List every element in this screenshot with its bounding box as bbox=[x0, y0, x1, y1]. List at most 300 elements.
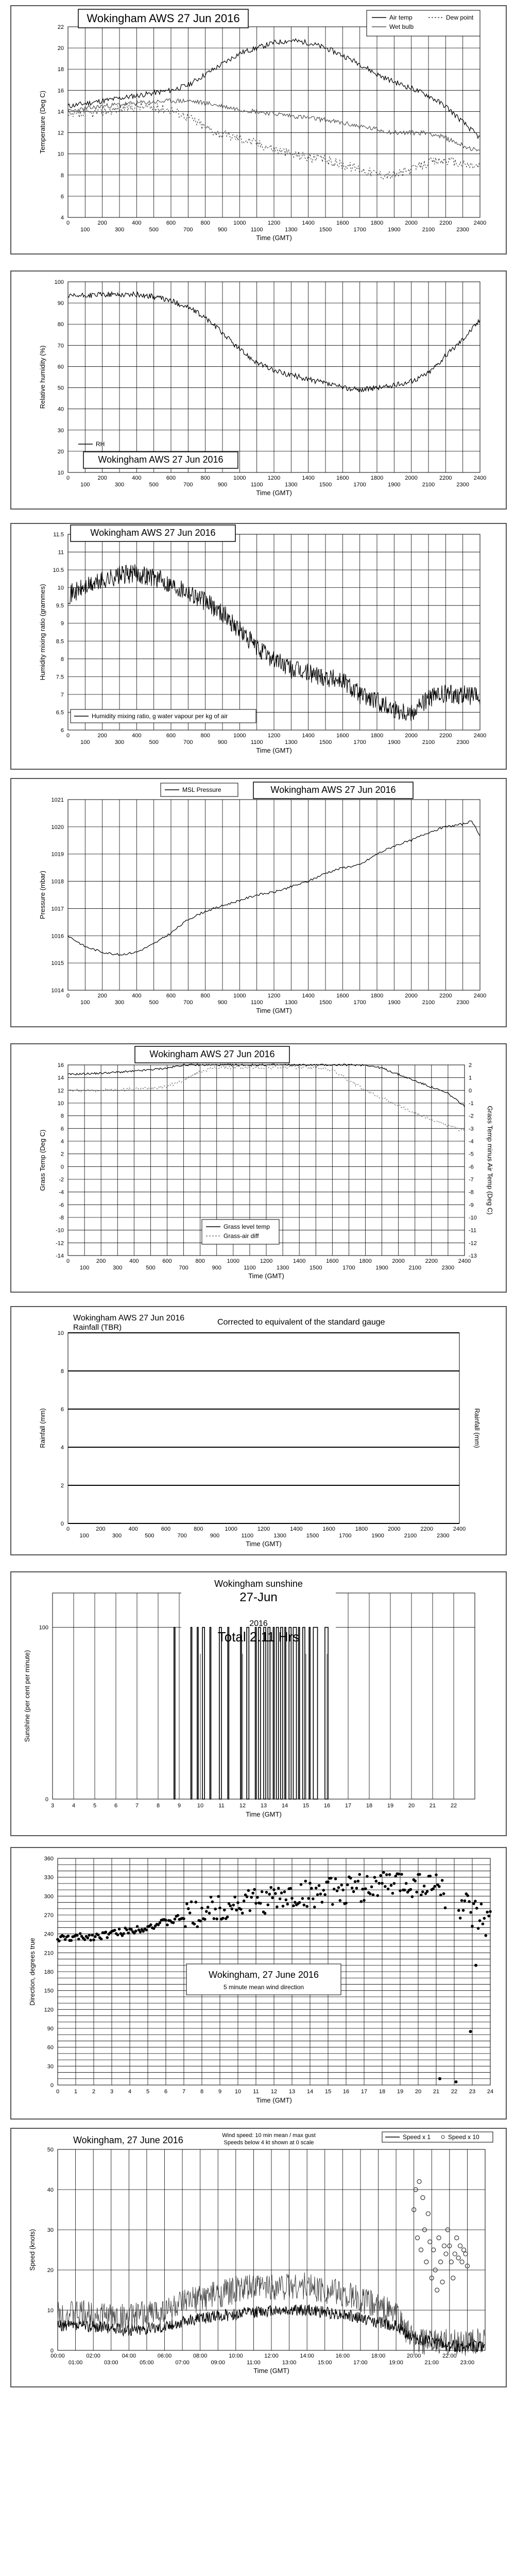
direction-point bbox=[269, 1886, 272, 1889]
direction-point bbox=[185, 1903, 188, 1906]
y2-tick-label: -13 bbox=[469, 1253, 477, 1259]
y-tick-label: -4 bbox=[59, 1189, 64, 1196]
x-tick-label: 700 bbox=[183, 739, 193, 745]
y2-tick-label: -12 bbox=[469, 1240, 477, 1247]
y-tick-label: 330 bbox=[44, 1874, 54, 1881]
x-tick-label: 2400 bbox=[473, 993, 487, 999]
x-tick-label: 19:00 bbox=[389, 2360, 403, 2366]
x-axis-label: Time (GMT) bbox=[256, 234, 292, 242]
direction-point bbox=[418, 1873, 421, 1876]
x-tick-label: 700 bbox=[177, 1533, 187, 1539]
x-tick-label: 200 bbox=[96, 1258, 106, 1264]
rainfall-chart-panel bbox=[10, 1306, 507, 1555]
sunshine-chart bbox=[11, 1572, 506, 1835]
x-tick-label: 18 bbox=[366, 1803, 373, 1809]
y2-tick-label: -4 bbox=[469, 1139, 474, 1145]
direction-point bbox=[310, 1887, 313, 1890]
x-tick-label: 1600 bbox=[326, 1258, 339, 1264]
direction-point bbox=[466, 1894, 469, 1897]
direction-point bbox=[77, 1938, 80, 1941]
direction-point bbox=[403, 1889, 406, 1892]
x-tick-label: 900 bbox=[217, 999, 228, 1006]
direction-point bbox=[142, 1930, 145, 1933]
y-axis-label: Direction, degrees true bbox=[28, 1938, 36, 2006]
x-tick-label: 2000 bbox=[405, 220, 418, 226]
x-tick-label: 2000 bbox=[405, 993, 418, 999]
x-tick-label: 06:00 bbox=[157, 2353, 172, 2359]
x-tick-label: 500 bbox=[145, 1533, 154, 1539]
direction-point bbox=[145, 1928, 148, 1931]
direction-point bbox=[330, 1877, 333, 1880]
direction-point bbox=[231, 1907, 234, 1910]
x-tick-label: 500 bbox=[149, 482, 159, 488]
x-tick-label: 900 bbox=[217, 482, 228, 488]
x-tick-label: 2200 bbox=[420, 1526, 433, 1532]
direction-point bbox=[312, 1897, 315, 1901]
x-tick-label: 400 bbox=[129, 1258, 139, 1264]
x-tick-label: 100 bbox=[80, 739, 90, 745]
direction-point bbox=[359, 1900, 363, 1903]
y-tick-label: 14 bbox=[57, 109, 64, 115]
direction-point bbox=[268, 1893, 271, 1896]
chart-title: Wokingham, 27 June 2016 bbox=[73, 2135, 183, 2145]
chart-subtitle: 5 minute mean wind direction bbox=[223, 1984, 304, 1991]
x-tick-label: 17 bbox=[345, 1803, 352, 1809]
direction-point bbox=[267, 1903, 270, 1906]
grass-temp-chart-panel bbox=[10, 1043, 507, 1293]
relative-humidity-chart bbox=[11, 272, 506, 509]
direction-point bbox=[474, 1900, 477, 1903]
y2-tick-label: 1 bbox=[469, 1075, 472, 1081]
direction-point bbox=[400, 1873, 403, 1876]
direction-point bbox=[286, 1903, 289, 1906]
direction-point bbox=[349, 1877, 352, 1880]
x-tick-label: 200 bbox=[97, 733, 107, 739]
y-axis-label: Relative humidity (%) bbox=[39, 345, 46, 409]
direction-point bbox=[239, 1908, 243, 1911]
y-tick-label: 120 bbox=[44, 2007, 54, 2013]
direction-point bbox=[177, 1914, 180, 1917]
direction-point bbox=[259, 1902, 262, 1905]
direction-point bbox=[471, 1925, 474, 1928]
rainfall-chart bbox=[11, 1307, 506, 1554]
y-axis-label: Temperature (Deg C) bbox=[39, 90, 46, 154]
direction-point bbox=[411, 1895, 414, 1899]
x-tick-label: 0 bbox=[66, 733, 70, 739]
y2-axis-label: Rainfall (mm) bbox=[473, 1408, 481, 1448]
y-tick-label: 8 bbox=[60, 1113, 64, 1120]
x-tick-label: 2000 bbox=[405, 733, 418, 739]
direction-point bbox=[100, 1938, 103, 1941]
direction-point bbox=[334, 1877, 337, 1880]
direction-point bbox=[370, 1886, 373, 1889]
direction-point bbox=[271, 1896, 274, 1900]
direction-point bbox=[480, 1903, 483, 1906]
y-tick-label: 2 bbox=[60, 1151, 64, 1158]
y-tick-label: 4 bbox=[60, 1139, 64, 1145]
x-tick-label: 2400 bbox=[458, 1258, 471, 1264]
direction-point bbox=[152, 1927, 156, 1930]
y-tick-label: 0 bbox=[45, 1797, 48, 1803]
y-tick-label: 50 bbox=[47, 2147, 54, 2153]
x-tick-label: 300 bbox=[114, 227, 125, 233]
x-tick-label: 1900 bbox=[371, 1533, 384, 1539]
direction-point bbox=[229, 1904, 232, 1907]
direction-point bbox=[125, 1928, 128, 1931]
direction-point bbox=[372, 1893, 375, 1896]
direction-point bbox=[256, 1896, 259, 1899]
x-tick-label: 3 bbox=[110, 2089, 114, 2095]
direction-point bbox=[226, 1916, 229, 1919]
chart-note: Corrected to equivalent of the standard gauge bbox=[217, 1318, 385, 1327]
direction-point bbox=[166, 1924, 169, 1927]
direction-point bbox=[397, 1873, 400, 1876]
direction-point bbox=[94, 1935, 97, 1938]
y-tick-label: 1020 bbox=[51, 824, 64, 831]
direction-point bbox=[373, 1876, 376, 1879]
x-axis-label: Time (GMT) bbox=[248, 1272, 284, 1280]
y-tick-label: 12 bbox=[57, 130, 64, 137]
direction-point bbox=[67, 1935, 70, 1938]
x-tick-label: 9 bbox=[218, 2089, 222, 2095]
x-axis-label: Time (GMT) bbox=[256, 2096, 292, 2104]
x-tick-label: 13 bbox=[260, 1803, 267, 1809]
x-tick-label: 1700 bbox=[353, 482, 366, 488]
pressure-chart-panel bbox=[10, 778, 507, 1027]
direction-point bbox=[261, 1890, 264, 1893]
x-tick-label: 20 bbox=[415, 2089, 422, 2095]
x-tick-label: 600 bbox=[166, 993, 176, 999]
x-tick-label: 02:00 bbox=[86, 2353, 100, 2359]
direction-point bbox=[116, 1934, 119, 1937]
y2-tick-label: 2 bbox=[469, 1062, 472, 1069]
direction-point bbox=[280, 1891, 283, 1894]
direction-point bbox=[223, 1908, 226, 1911]
x-tick-label: 1500 bbox=[319, 227, 332, 233]
y-tick-label: 210 bbox=[44, 1950, 54, 1957]
x-tick-label: 2100 bbox=[422, 739, 435, 745]
x-axis-label: Time (GMT) bbox=[256, 747, 292, 754]
direction-point bbox=[289, 1887, 292, 1890]
x-tick-label: 1300 bbox=[285, 227, 298, 233]
direction-point bbox=[474, 1964, 477, 1967]
x-tick-label: 300 bbox=[114, 482, 125, 488]
x-tick-label: 12:00 bbox=[264, 2353, 279, 2359]
direction-point bbox=[210, 1896, 213, 1899]
y-axis-label: Sunshine (per cent per minute) bbox=[23, 1650, 31, 1742]
x-tick-label: 400 bbox=[132, 993, 142, 999]
y-axis-label: Grass Temp (Deg C) bbox=[39, 1129, 46, 1191]
x-tick-label: 1300 bbox=[285, 482, 298, 488]
y-tick-label: 360 bbox=[44, 1856, 54, 1862]
x-tick-label: 2300 bbox=[441, 1265, 455, 1271]
x-tick-label: 500 bbox=[149, 999, 159, 1006]
direction-point bbox=[439, 1893, 442, 1896]
direction-point bbox=[340, 1884, 343, 1887]
chart-subtitle: 27-Jun bbox=[239, 1590, 278, 1604]
x-tick-label: 1000 bbox=[225, 1526, 237, 1532]
direction-point bbox=[127, 1931, 130, 1935]
x-tick-label: 1600 bbox=[336, 733, 349, 739]
direction-point bbox=[339, 1899, 342, 1902]
x-tick-label: 1000 bbox=[227, 1258, 240, 1264]
direction-point bbox=[172, 1921, 175, 1924]
x-tick-label: 1500 bbox=[319, 739, 332, 745]
x-tick-label: 2400 bbox=[473, 220, 487, 226]
y-tick-label: 30 bbox=[47, 2063, 54, 2070]
x-tick-label: 1800 bbox=[370, 475, 384, 481]
y-tick-label: 10 bbox=[57, 585, 64, 591]
direction-point bbox=[236, 1901, 239, 1904]
direction-point bbox=[249, 1909, 252, 1912]
direction-point bbox=[393, 1882, 396, 1885]
x-tick-label: 1200 bbox=[267, 993, 281, 999]
direction-point bbox=[482, 1922, 485, 1925]
x-tick-label: 1700 bbox=[339, 1533, 352, 1539]
x-tick-label: 600 bbox=[161, 1526, 171, 1532]
y-tick-label: -8 bbox=[59, 1215, 64, 1221]
x-tick-label: 800 bbox=[200, 475, 210, 481]
y-tick-label: 240 bbox=[44, 1931, 54, 1938]
x-tick-label: 5 bbox=[146, 2089, 150, 2095]
x-tick-label: 1600 bbox=[336, 220, 349, 226]
y2-tick-label: -7 bbox=[469, 1177, 474, 1183]
chart-title: Wokingham AWS 27 Jun 2016 bbox=[149, 1049, 275, 1059]
wind-speed-chart bbox=[11, 2129, 506, 2386]
y-tick-label: 20 bbox=[47, 2267, 54, 2274]
direction-point bbox=[235, 1909, 238, 1912]
y-tick-label: 10 bbox=[57, 1100, 64, 1107]
direction-point bbox=[182, 1917, 185, 1920]
y2-tick-label: -10 bbox=[469, 1215, 477, 1221]
x-tick-label: 2 bbox=[92, 2089, 96, 2095]
temperature-chart-panel bbox=[10, 5, 507, 255]
y-tick-label: 90 bbox=[57, 300, 64, 307]
x-tick-label: 09:00 bbox=[211, 2360, 226, 2366]
y-tick-label: 1014 bbox=[51, 988, 64, 994]
x-tick-label: 1600 bbox=[336, 993, 349, 999]
direction-point bbox=[462, 1909, 465, 1912]
direction-point bbox=[199, 1920, 202, 1923]
direction-point bbox=[327, 1880, 330, 1884]
y-tick-label: 150 bbox=[44, 1988, 54, 1994]
x-tick-label: 2100 bbox=[422, 227, 435, 233]
x-tick-label: 1500 bbox=[310, 1265, 322, 1271]
direction-point bbox=[243, 1900, 246, 1903]
y-tick-label: 1016 bbox=[51, 933, 64, 940]
direction-point bbox=[205, 1910, 208, 1913]
direction-point bbox=[387, 1888, 390, 1891]
direction-point bbox=[283, 1890, 286, 1893]
direction-point bbox=[358, 1873, 361, 1876]
x-tick-label: 11:00 bbox=[247, 2360, 261, 2366]
y-tick-label: -2 bbox=[59, 1177, 64, 1183]
direction-point bbox=[188, 1911, 192, 1914]
wind-direction-chart bbox=[11, 1848, 506, 2119]
y-tick-label: 11.5 bbox=[53, 532, 64, 538]
x-tick-label: 11 bbox=[253, 2089, 259, 2095]
y-tick-label: 12 bbox=[57, 1088, 64, 1094]
y-tick-label: 100 bbox=[54, 279, 64, 285]
y-tick-label: 10 bbox=[47, 2308, 54, 2314]
x-tick-label: 100 bbox=[80, 227, 90, 233]
x-tick-label: 1900 bbox=[388, 227, 401, 233]
y-tick-label: 6 bbox=[60, 193, 64, 200]
x-axis-label: Time (GMT) bbox=[256, 1007, 292, 1014]
y-tick-label: 40 bbox=[47, 2187, 54, 2193]
x-tick-label: 23 bbox=[469, 2089, 476, 2095]
x-tick-label: 1700 bbox=[353, 999, 366, 1006]
y-tick-label: 14 bbox=[57, 1075, 64, 1081]
x-tick-label: 1800 bbox=[370, 733, 384, 739]
direction-point bbox=[246, 1895, 249, 1899]
direction-point bbox=[469, 1911, 472, 1914]
direction-point bbox=[405, 1882, 408, 1885]
direction-point bbox=[483, 1917, 486, 1920]
direction-point bbox=[203, 1918, 207, 1921]
direction-point bbox=[214, 1908, 217, 1911]
direction-point bbox=[294, 1901, 297, 1904]
direction-point bbox=[213, 1917, 216, 1920]
direction-point bbox=[247, 1889, 250, 1892]
direction-point bbox=[305, 1905, 308, 1908]
x-tick-label: 2400 bbox=[473, 733, 487, 739]
x-tick-label: 21:00 bbox=[424, 2360, 439, 2366]
direction-point bbox=[97, 1934, 100, 1937]
y-axis-label: Humidity mixing ratio (grammes) bbox=[39, 584, 46, 681]
direction-point bbox=[377, 1882, 381, 1885]
direction-point bbox=[464, 1900, 467, 1903]
x-tick-label: 1200 bbox=[267, 220, 281, 226]
direction-point bbox=[366, 1875, 369, 1878]
legend-label: Grass-air diff bbox=[224, 1232, 259, 1240]
direction-point bbox=[91, 1934, 94, 1937]
y-tick-label: 8.5 bbox=[56, 638, 64, 645]
direction-point bbox=[79, 1932, 82, 1935]
y-tick-label: 270 bbox=[44, 1912, 54, 1919]
y-tick-label: -6 bbox=[59, 1202, 64, 1209]
x-tick-label: 2200 bbox=[425, 1258, 438, 1264]
y-tick-label: 16 bbox=[57, 1062, 64, 1069]
x-tick-label: 900 bbox=[212, 1265, 221, 1271]
y-axis-label: Pressure (mbar) bbox=[39, 871, 46, 919]
x-tick-label: 1600 bbox=[336, 475, 349, 481]
y-tick-label: 300 bbox=[44, 1893, 54, 1900]
direction-point bbox=[336, 1889, 339, 1892]
y2-tick-label: -6 bbox=[469, 1164, 474, 1171]
y2-tick-label: -3 bbox=[469, 1126, 474, 1132]
x-tick-label: 2100 bbox=[404, 1533, 417, 1539]
direction-point bbox=[433, 1885, 436, 1888]
direction-point bbox=[321, 1901, 324, 1904]
legend-label: Speed x 10 bbox=[448, 2133, 479, 2141]
y-tick-label: 8 bbox=[60, 656, 64, 663]
x-tick-label: 2200 bbox=[439, 733, 452, 739]
x-tick-label: 2400 bbox=[453, 1526, 466, 1532]
x-tick-label: 10 bbox=[234, 2089, 242, 2095]
direction-point bbox=[118, 1928, 121, 1931]
direction-point bbox=[87, 1937, 90, 1940]
x-tick-label: 21 bbox=[433, 2089, 440, 2095]
direction-point bbox=[441, 1879, 444, 1882]
x-tick-label: 14:00 bbox=[300, 2353, 314, 2359]
x-tick-label: 100 bbox=[79, 1533, 89, 1539]
x-tick-label: 1500 bbox=[319, 999, 332, 1006]
direction-point bbox=[264, 1912, 267, 1915]
x-tick-label: 24 bbox=[487, 2089, 494, 2095]
y-tick-label: 1021 bbox=[51, 797, 64, 803]
direction-point bbox=[195, 1901, 198, 1904]
direction-point bbox=[369, 1892, 372, 1895]
x-tick-label: 9 bbox=[177, 1803, 181, 1809]
x-tick-label: 1400 bbox=[302, 733, 315, 739]
direction-point bbox=[361, 1888, 364, 1891]
direction-point bbox=[215, 1918, 218, 1921]
x-tick-label: 1 bbox=[74, 2089, 78, 2095]
direction-point bbox=[351, 1887, 354, 1890]
x-tick-label: 900 bbox=[210, 1533, 220, 1539]
direction-point bbox=[475, 1907, 478, 1910]
y-tick-label: 0 bbox=[60, 1164, 64, 1171]
legend-label: Grass level temp bbox=[224, 1223, 270, 1230]
y-tick-label: 60 bbox=[47, 2044, 54, 2051]
x-tick-label: 04:00 bbox=[122, 2353, 136, 2359]
x-tick-label: 16 bbox=[342, 2089, 350, 2095]
x-tick-label: 05:00 bbox=[140, 2360, 154, 2366]
y-tick-label: 20 bbox=[57, 448, 64, 455]
y-tick-label: 10 bbox=[57, 151, 64, 158]
x-tick-label: 1800 bbox=[370, 993, 384, 999]
direction-point bbox=[318, 1884, 321, 1887]
x-tick-label: 700 bbox=[183, 227, 193, 233]
x-tick-label: 0 bbox=[66, 220, 70, 226]
direction-point bbox=[388, 1873, 391, 1876]
y-tick-label: 2 bbox=[60, 1483, 64, 1489]
y2-tick-label: -1 bbox=[469, 1100, 474, 1107]
y-tick-label: 9.5 bbox=[56, 603, 64, 609]
y-tick-label: 50 bbox=[57, 385, 64, 392]
x-tick-label: 1400 bbox=[290, 1526, 303, 1532]
direction-point bbox=[174, 1918, 177, 1921]
y-tick-label: 8 bbox=[60, 1368, 64, 1375]
direction-point bbox=[292, 1904, 295, 1907]
x-tick-label: 900 bbox=[217, 227, 228, 233]
chart-note: Speeds below 4 kt shown at 0 scale bbox=[224, 2140, 314, 2146]
x-tick-label: 700 bbox=[179, 1265, 188, 1271]
direction-point bbox=[200, 1907, 203, 1910]
x-tick-label: 600 bbox=[166, 475, 176, 481]
direction-point bbox=[381, 1882, 384, 1885]
direction-point bbox=[221, 1917, 225, 1920]
direction-point bbox=[279, 1897, 282, 1901]
x-tick-label: 1100 bbox=[250, 482, 263, 488]
direction-point bbox=[307, 1897, 310, 1900]
direction-point bbox=[375, 1880, 378, 1883]
x-tick-label: 1400 bbox=[302, 220, 315, 226]
x-tick-label: 11 bbox=[218, 1803, 225, 1809]
direction-point bbox=[274, 1892, 277, 1895]
mixing-ratio-chart bbox=[11, 524, 506, 769]
direction-point bbox=[364, 1887, 367, 1890]
direction-point bbox=[304, 1879, 307, 1883]
y-tick-label: 22 bbox=[57, 24, 64, 30]
y-tick-label: 0 bbox=[50, 2082, 54, 2089]
x-tick-label: 7 bbox=[135, 1803, 139, 1809]
x-tick-label: 2100 bbox=[408, 1265, 421, 1271]
direction-point bbox=[414, 1879, 417, 1883]
chart-title: Wokingham AWS 27 Jun 2016 bbox=[270, 785, 396, 795]
y2-tick-label: -8 bbox=[469, 1189, 474, 1196]
